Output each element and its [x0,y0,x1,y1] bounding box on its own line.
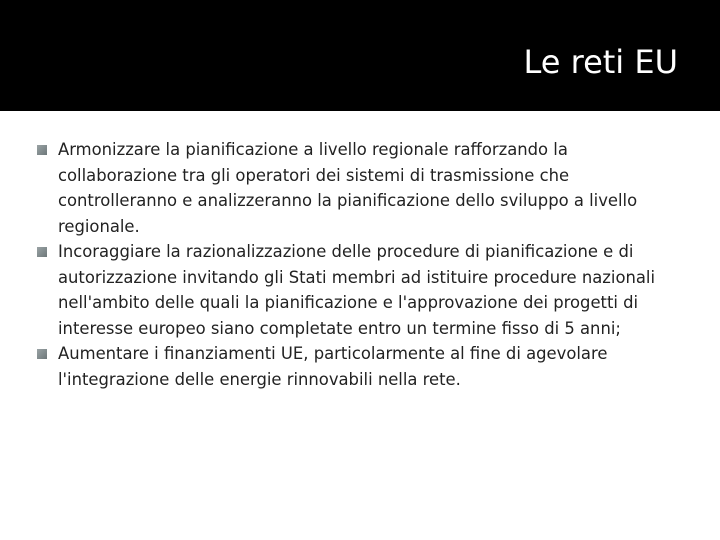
bullet-text: Armonizzare la pianificazione a livello regionale rafforzando la collaborazione tra gli operatori dei sistemi di trasmissione che controlleranno e analizzeranno la pianificazione dello sviluppo a livello regionale. [58,140,638,236]
bullet-item [36,341,686,392]
bullet-item [36,239,686,341]
square-bullet-icon [37,247,47,257]
slide-title: Le reti EU [523,43,678,81]
square-bullet-icon [37,349,47,359]
bullet-item [36,137,686,239]
square-bullet-icon [37,145,47,155]
bullet-list [36,137,686,392]
bullet-text: Aumentare i finanziamenti UE, particolarmente al fine di agevolare l'integrazione delle energie rinnovabili nella rete. [58,344,608,389]
bullet-text: Incoraggiare la razionalizzazione delle procedure di pianificazione e di autorizzazione invitando gli Stati membri ad istituire procedure nazionali nell'ambito delle quali la pianificazione e l'approvazione dei progetti di interesse europeo siano completate entro un termine fisso di 5 anni; [58,242,656,338]
slide-header [0,0,720,111]
